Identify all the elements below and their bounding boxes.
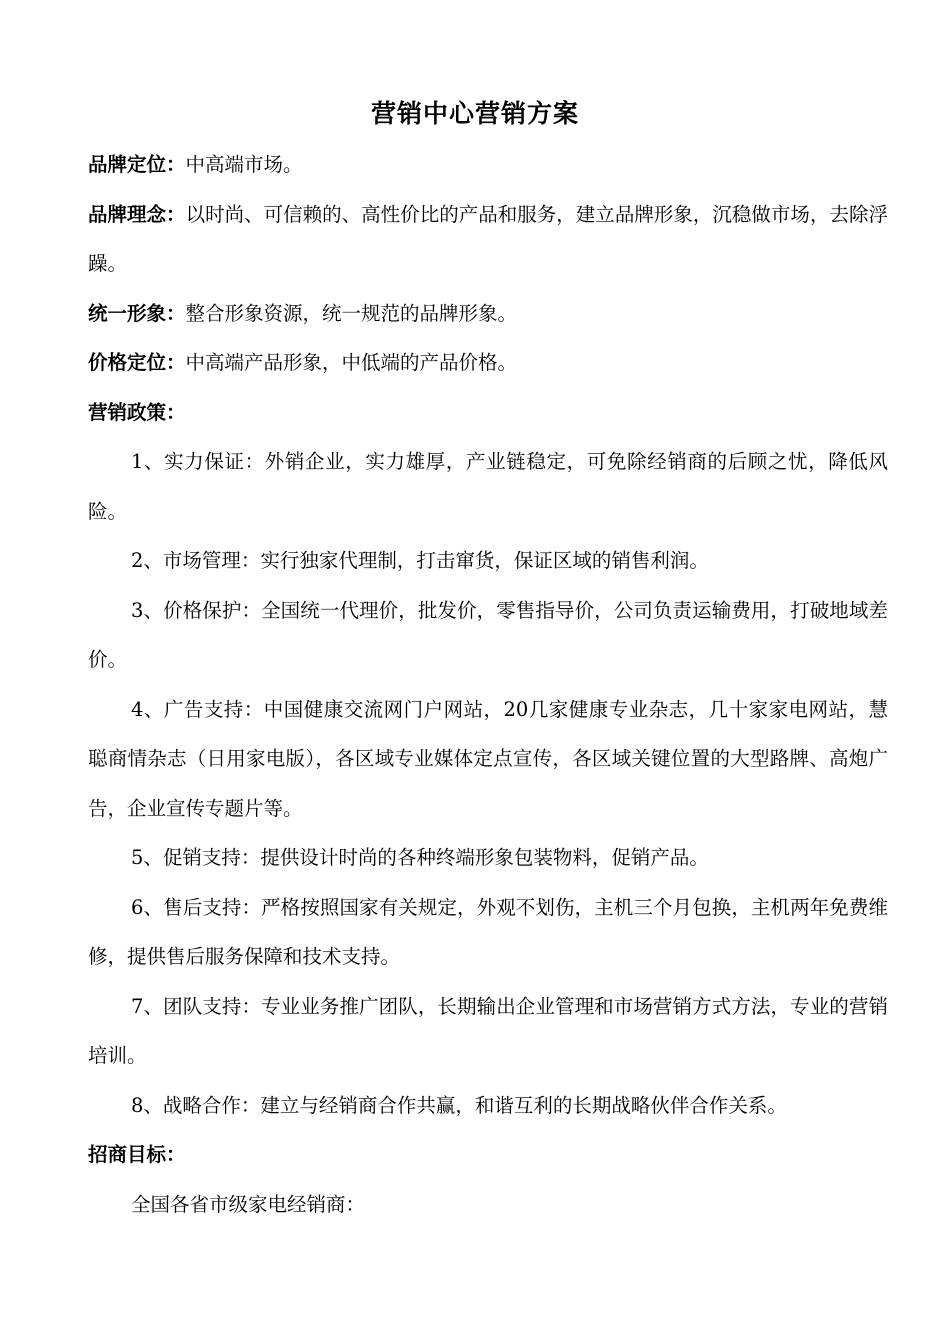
- policy-item-7: 7、团队支持：专业业务推广团队，长期输出企业管理和市场营销方式方法，专业的营销培训。: [88, 994, 888, 1067]
- document-title: 营销中心营销方案: [370, 99, 579, 128]
- policy-item-2: 2、市场管理：实行独家代理制，打击窜货，保证区域的销售利润。: [131, 549, 709, 572]
- policy-item-4: 4、广告支持：中国健康交流网门户网站，20几家健康专业杂志，几十家家电网站，慧聪商情杂志（日用家电版），各区域专业媒体定点宣传，各区域关键位置的大型路牌、高炮广告，企业宣传专题片等。: [88, 697, 888, 820]
- policy-item-6: 6、售后支持：严格按照国家有关规定，外观不划伤，主机三个月包换，主机两年免费维修，提供售后服务保障和技术支持。: [88, 895, 888, 968]
- brand-positioning-text: 中高端市场。: [185, 153, 303, 176]
- unified-image-text: 整合形象资源，统一规范的品牌形象。: [185, 301, 518, 325]
- brand-philosophy-paragraph: [88, 190, 888, 289]
- brand-positioning-paragraph: [88, 140, 888, 190]
- investment-target-heading: [88, 1130, 888, 1180]
- brand-positioning-label: 品牌定位：: [88, 153, 186, 176]
- unified-image-label: 统一形象：: [88, 301, 186, 325]
- price-positioning-text: 中高端产品形象，中低端的产品价格。: [185, 351, 518, 374]
- policy-item-3: 3、价格保护：全国统一代理价，批发价，零售指导价，公司负责运输费用，打破地域差价。: [88, 598, 888, 671]
- policy-item-8: 8、战略合作：建立与经销商合作共赢，和谐互利的长期战略伙伴合作关系。: [131, 1093, 787, 1117]
- price-positioning-paragraph: [88, 338, 888, 388]
- marketing-policy-heading: [88, 388, 888, 438]
- brand-philosophy-text: 以时尚、可信赖的、高性价比的产品和服务，建立品牌形象，沉稳做市场，去除浮躁。: [88, 202, 888, 275]
- policy-item-5: 5、促销支持：提供设计时尚的各种终端形象包装物料，促销产品。: [131, 846, 709, 869]
- document-body: [88, 140, 888, 1229]
- investment-target-text: 全国各省市级家电经销商：: [131, 1192, 366, 1216]
- brand-philosophy-label: 品牌理念：: [88, 202, 186, 226]
- investment-target-label: 招商目标：: [88, 1143, 186, 1166]
- price-positioning-label: 价格定位：: [88, 351, 186, 374]
- marketing-policy-label: 营销政策：: [88, 400, 186, 424]
- policy-item-1: 1、实力保证：外销企业，实力雄厚，产业链稳定，可免除经销商的后顾之忧，降低风险。: [88, 450, 888, 523]
- unified-image-paragraph: [88, 289, 888, 339]
